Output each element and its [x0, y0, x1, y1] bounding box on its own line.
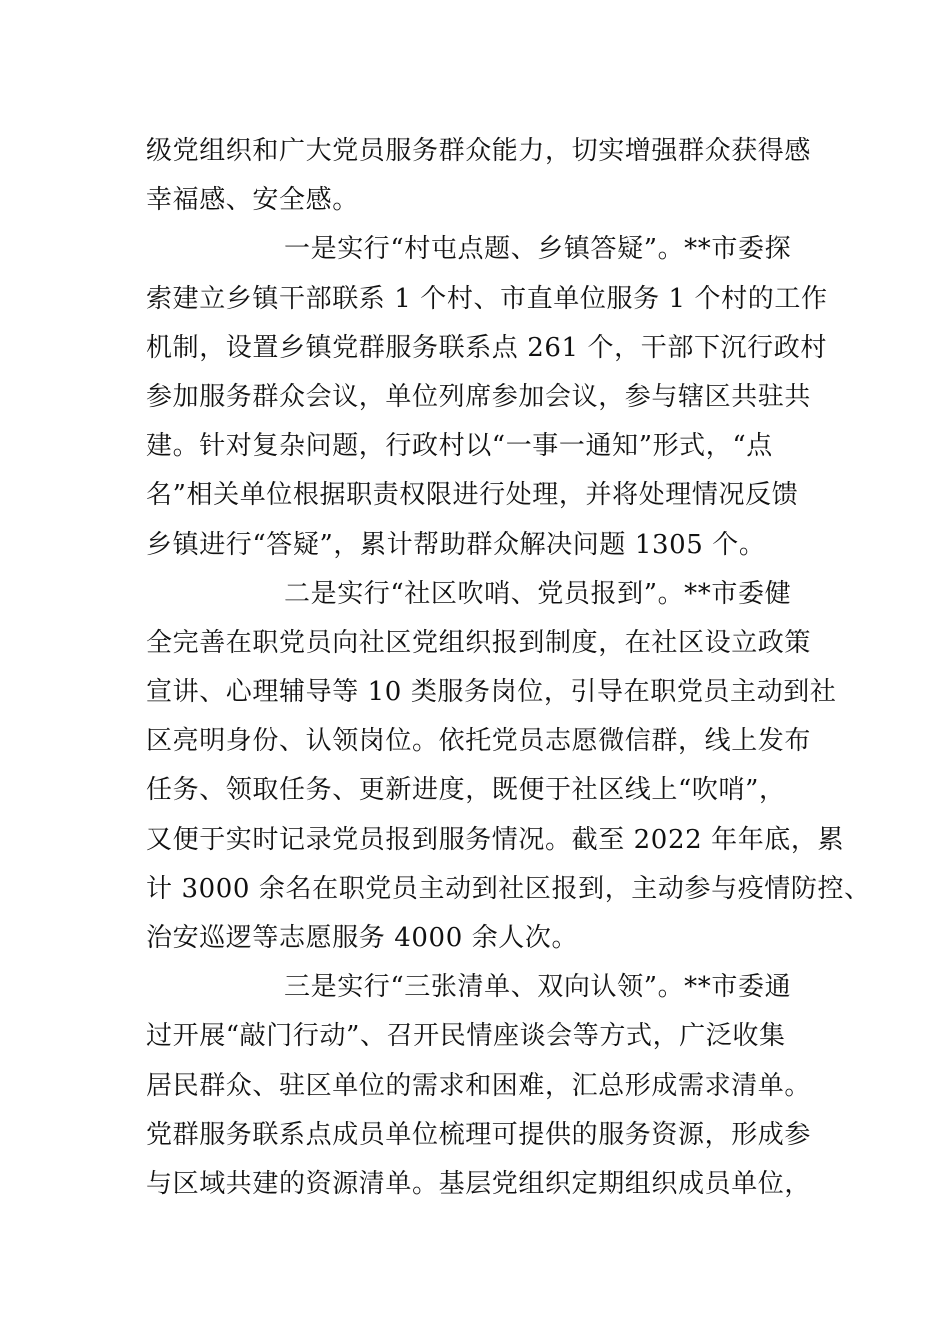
- text-line: 机制，设置乡镇党群服务联系点 261 个，干部下沉行政村: [146, 332, 827, 363]
- text-line: 幸福感、安全感。: [146, 185, 359, 216]
- text-line: 又便于实时记录党员报到服务情况。截至 2022 年年底，累: [146, 824, 845, 855]
- text-line: 任务、领取任务、更新进度，既便于社区线上“吹哨”，: [146, 775, 786, 806]
- text-line: 全完善在职党员向社区党组织报到制度，在社区设立政策: [146, 627, 812, 658]
- text-line: 乡镇进行“答疑”，累计帮助群众解决问题 1305 个。: [146, 529, 766, 560]
- paragraph-heading-3: 三是实行“三张清单、双向认领”。**市委通: [284, 972, 792, 1003]
- text-line: 索建立乡镇干部联系 1 个村、市直单位服务 1 个村的工作: [146, 283, 828, 314]
- text-line: 居民群众、驻区单位的需求和困难，汇总形成需求清单。: [146, 1070, 812, 1101]
- text-line: 区亮明身份、认领岗位。依托党员志愿微信群，线上发布: [146, 726, 812, 757]
- text-line: 与区域共建的资源清单。基层党组织定期组织成员单位，: [146, 1168, 812, 1199]
- text-line: 宣讲、心理辅导等 10 类服务岗位，引导在职党员主动到社: [146, 677, 837, 708]
- document-body: [146, 127, 871, 1209]
- text-line: 党群服务联系点成员单位梳理可提供的服务资源，形成参: [146, 1119, 812, 1150]
- paragraph-heading-2: 二是实行“社区吹哨、党员报到”。**市委健: [284, 578, 792, 609]
- text-line: 名”相关单位根据职责权限进行处理，并将处理情况反馈: [146, 480, 799, 511]
- text-line: 级党组织和广大党员服务群众能力，切实增强群众获得感: [146, 136, 812, 166]
- text-line: 过开展“敲门行动”、召开民情座谈会等方式，广泛收集: [146, 1021, 786, 1052]
- paragraph-heading-1: 一是实行“村屯点题、乡镇答疑”。**市委探: [284, 234, 792, 265]
- text-line: 治安巡逻等志愿服务 4000 余人次。: [146, 923, 579, 953]
- text-line: 建。针对复杂问题，行政村以“一事一通知”形式，“点: [146, 431, 773, 462]
- text-line: 参加服务群众会议，单位列席参加会议，参与辖区共驻共: [146, 381, 812, 412]
- text-line: 计 3000 余名在职党员主动到社区报到，主动参与疫情防控、: [146, 873, 871, 904]
